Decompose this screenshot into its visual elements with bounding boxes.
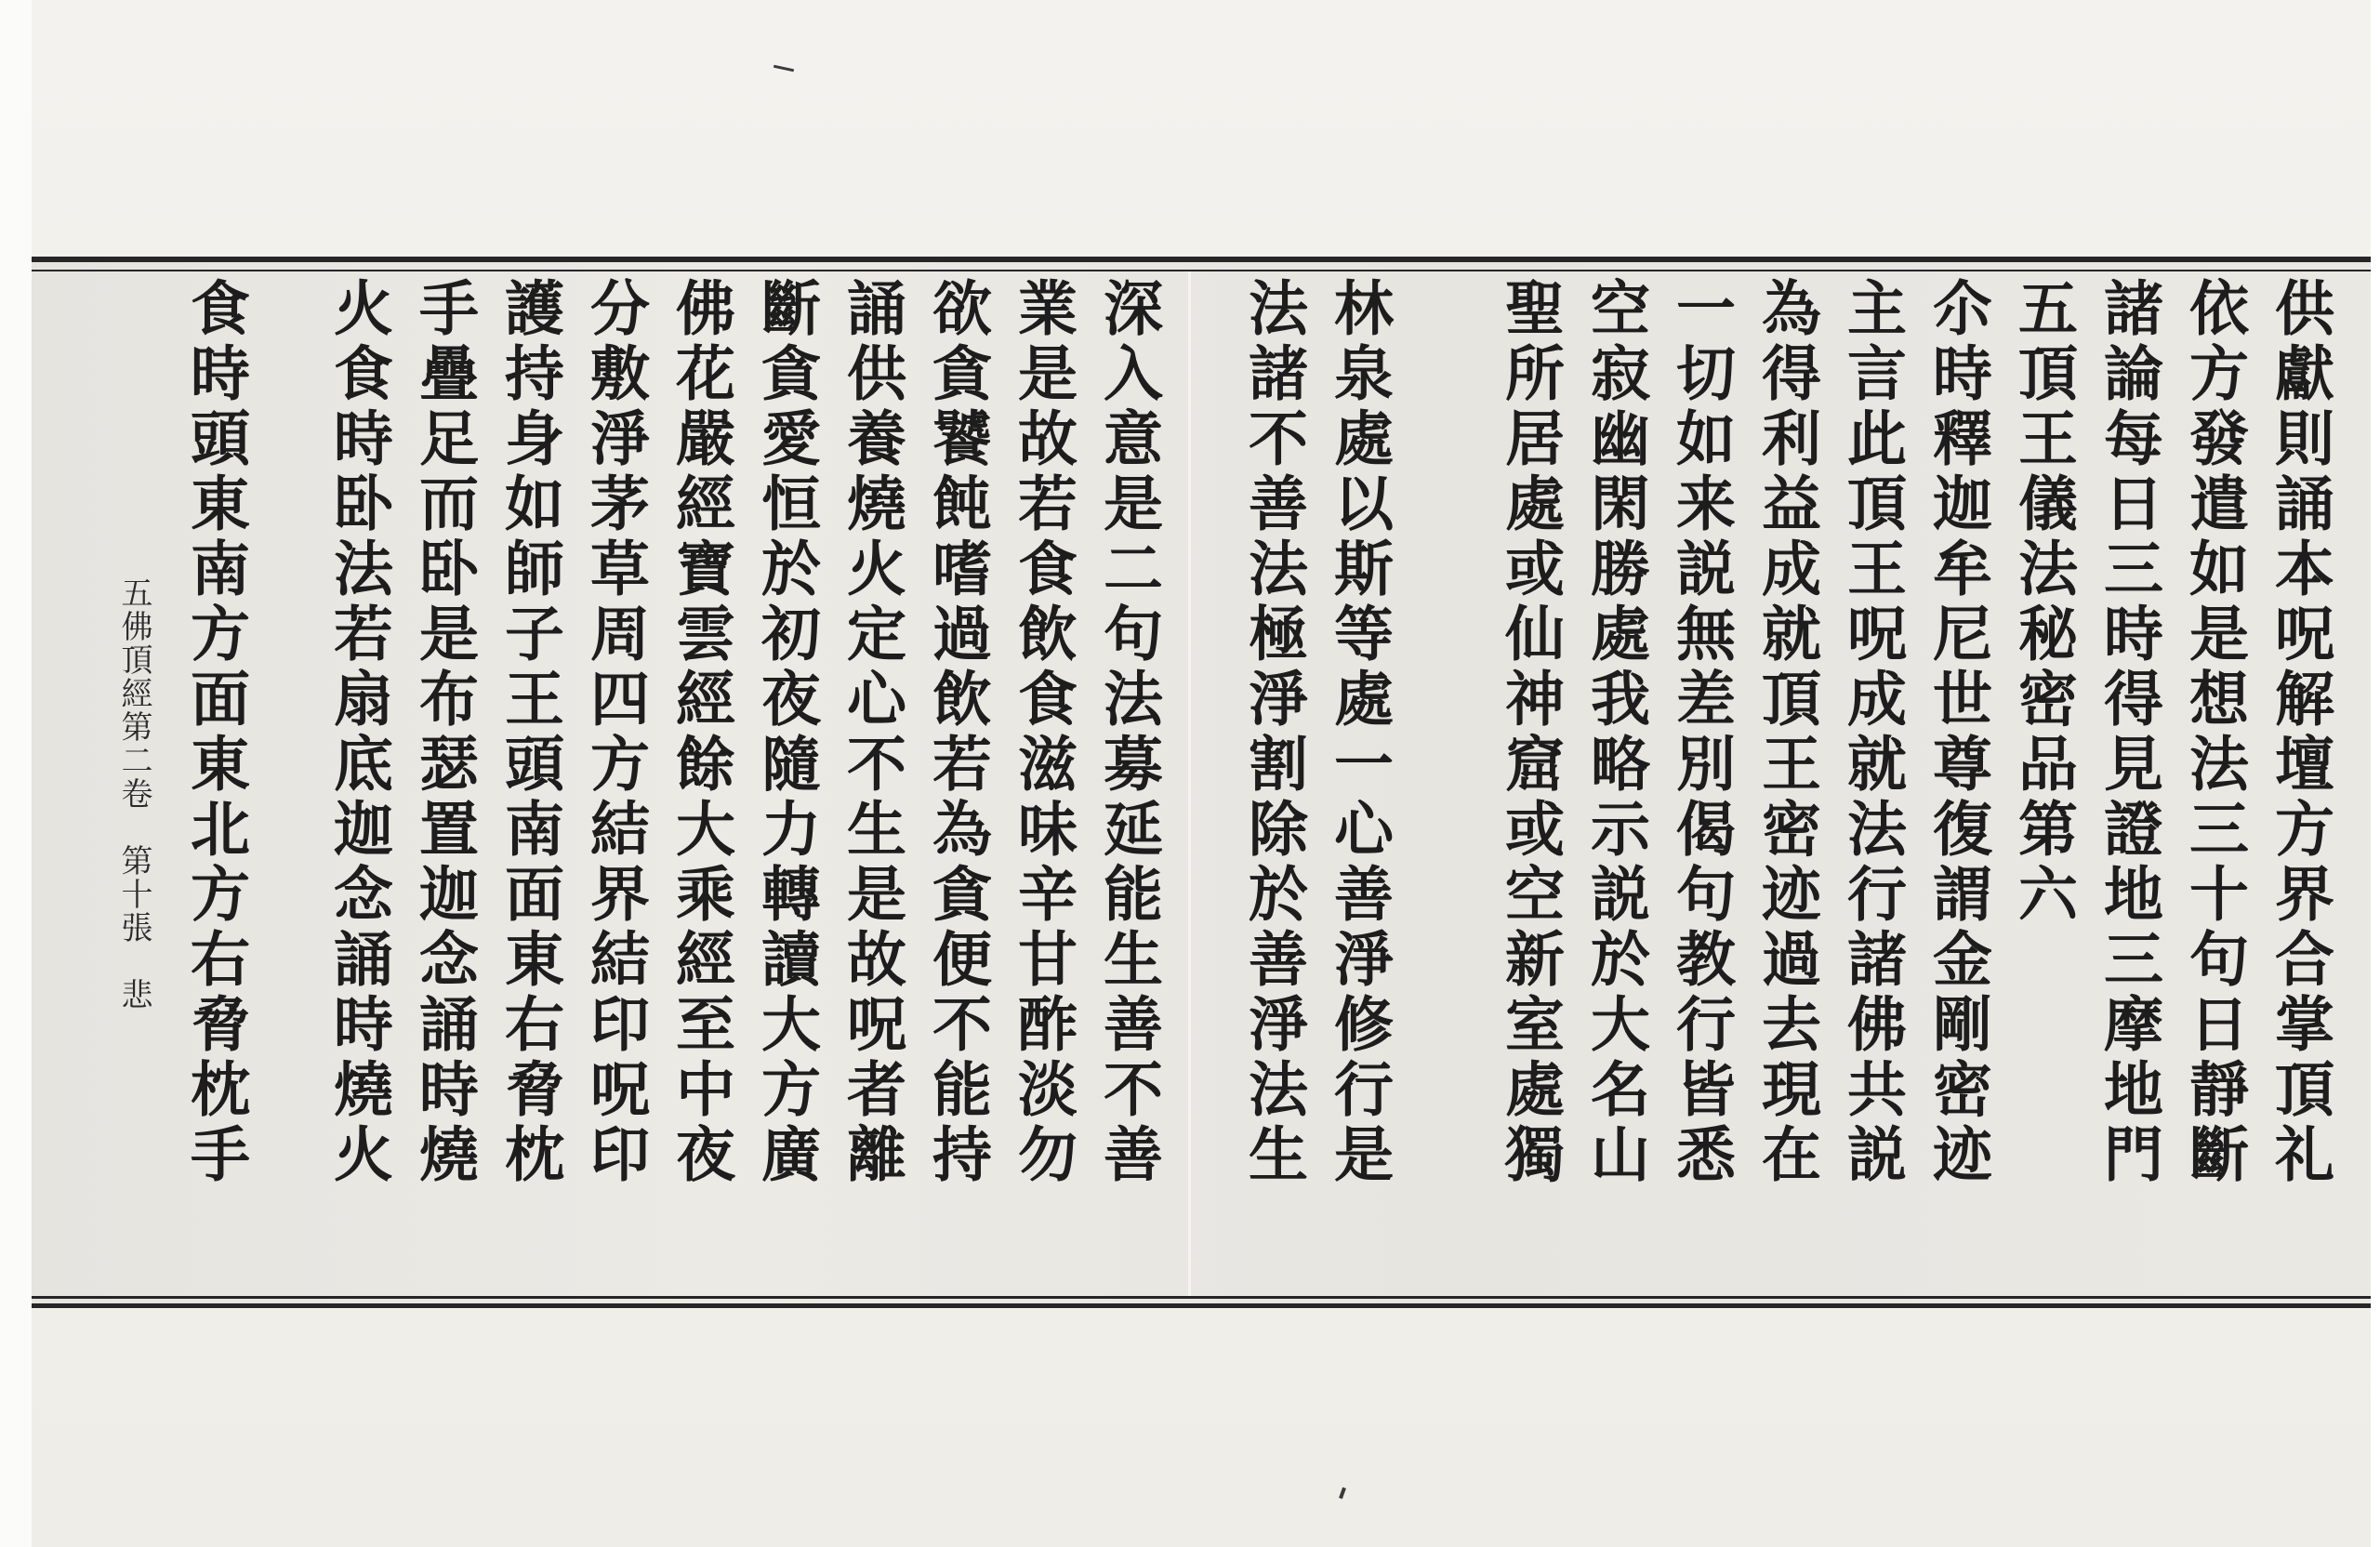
text-column-7: 為得利益成就頂王密迹過去現在 [1752,277,1821,1188]
text-column-14: 業是故若食飲食滋味辛甘酢淡勿 [1008,277,1078,1188]
text-column-2: 依方發遣如是想法三十句日靜斷 [2179,277,2249,1188]
text-column-19: 分敷淨茅草周四方結界結印呪印 [580,277,650,1188]
text-column-1: 供獻則誦本呪解壇方界合掌頂礼 [2265,277,2334,1188]
top-border-line-inner [32,270,2371,271]
bottom-border-line-inner [32,1296,2371,1299]
text-column-11: 林泉處以斯等處一心善淨修行是 [1324,277,1394,1188]
text-column-12: 法諸不善法極淨割除於善淨法生 [1238,277,1308,1188]
chapter-heading: 五頂王儀法秘密品第六 [2008,277,2078,928]
text-column-3: 諸論每日三時得見證地三摩地門 [2094,277,2163,1188]
text-column-5: 尒時釋迦牟尼世尊復謂金剛密迹 [1923,277,1992,1188]
text-column-21: 手疊足而卧是布瑟置迦念誦時燒 [409,277,479,1188]
text-column-18: 佛花嚴經寶雲經餘大乘經至中夜 [666,277,735,1188]
page-edge [0,0,32,1547]
text-column-15: 欲貪饕飩嗜過飲若為貪便不能持 [922,277,992,1188]
text-column-6: 主言此頂王呪成就法行諸佛共説 [1837,277,1907,1188]
text-column-10: 聖所居處或仙神窟或空新室處獨 [1495,277,1565,1188]
page-fold [1188,271,1191,1296]
text-column-13: 深入意是二句法募延能生善不善 [1093,277,1163,1188]
margin-note: 五佛頂經第二卷 第十張 悲 [115,576,152,1012]
text-column-8: 一切如来説無差別偈句教行皆悉 [1666,277,1736,1188]
top-border-line [32,257,2371,262]
text-column-17: 斷貪愛恒於初夜隨力轉讀大方廣 [751,277,821,1188]
text-column-20: 護持身如師子王頭南面東右脅枕 [495,277,564,1188]
bottom-border-line [32,1303,2371,1308]
text-column-16: 誦供養燒火定心不生是故呪者離 [837,277,906,1188]
text-column-22: 火食時卧法若扇底迦念誦時燒火 [324,277,393,1188]
text-column-9: 空寂幽閑勝處我略示説於大名山 [1580,277,1650,1188]
text-column-23: 食時頭東南方面東北方右脅枕手 [180,277,250,1188]
